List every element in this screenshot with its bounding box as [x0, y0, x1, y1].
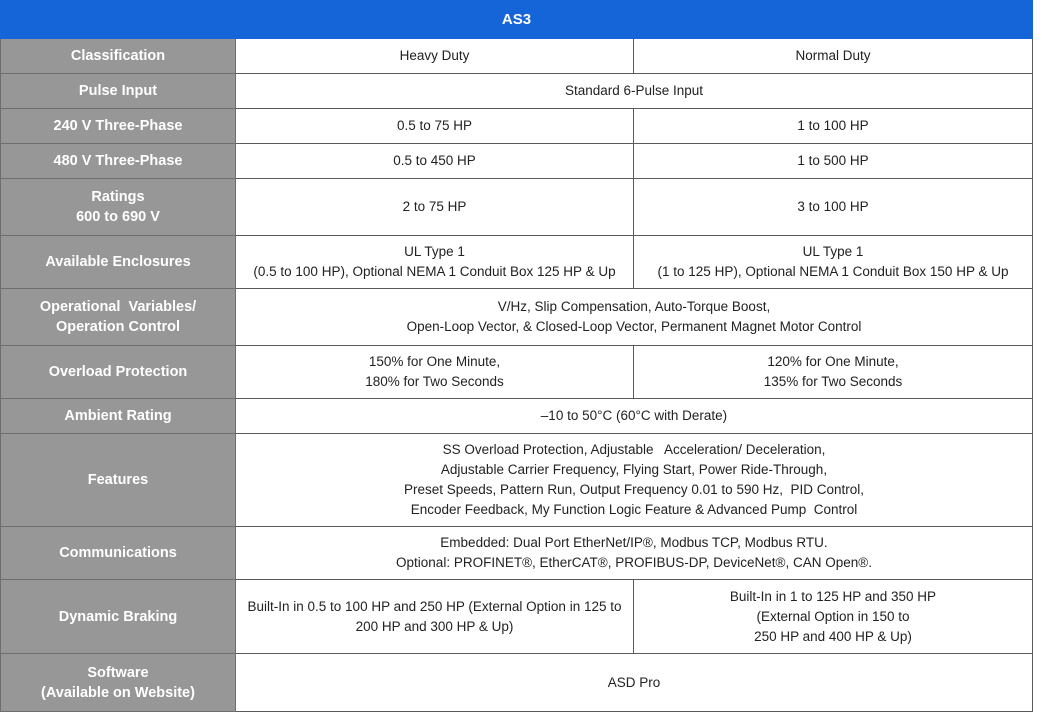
value-cell-spanning: [236, 399, 1033, 434]
row-label: [1, 144, 236, 179]
cell-line: Operational Variables/: [39, 299, 197, 315]
table-row: [1, 527, 1033, 580]
cell-line: SS Overload Protection, Adjustable Acceleration/ Deceleration,: [442, 442, 826, 457]
row-label: [1, 289, 236, 346]
cell-line: ASD Pro: [607, 674, 661, 690]
table-row: [1, 580, 1033, 654]
row-label: [1, 654, 236, 712]
value-cell-spanning: [236, 527, 1033, 580]
cell-line: 1 to 100 HP: [797, 118, 869, 133]
cell-line: Standard 6-Pulse Input: [564, 83, 704, 98]
normal-duty-cell: [634, 346, 1033, 399]
row-label: [1, 74, 236, 109]
table-row: [1, 144, 1033, 179]
cell-line: Built-In in 0.5 to 100 HP and 250 HP (External Option in 125 to: [247, 598, 622, 614]
cell-line: 200 HP and 300 HP & Up): [355, 618, 514, 634]
row-label: [1, 346, 236, 399]
cell-line: Ratings: [91, 189, 145, 205]
cell-line: 240 V Three-Phase: [53, 118, 183, 134]
table-row: [1, 39, 1033, 74]
title-row: [1, 1, 1033, 39]
cell-line: –10 to 50°C (60°C with Derate): [540, 408, 728, 423]
cell-line: 1 to 500 HP: [797, 153, 869, 168]
cell-line: Overload Protection: [48, 364, 188, 380]
cell-line: Embedded: Dual Port EtherNet/IP®, Modbus TCP, Modbus RTU.: [440, 535, 828, 550]
normal-duty-cell: [634, 236, 1033, 289]
cell-line: Operation Control: [55, 319, 181, 335]
cell-line: Encoder Feedback, My Function Logic Feature & Advanced Pump Control: [410, 502, 858, 517]
normal-duty-cell: [634, 179, 1033, 236]
table-row: [1, 109, 1033, 144]
cell-line: 120% for One Minute,: [767, 354, 899, 369]
heavy-duty-cell: [236, 580, 634, 654]
spec-body: [1, 39, 1033, 712]
table-row: [1, 289, 1033, 346]
value-cell-spanning: [236, 434, 1033, 527]
heavy-duty-cell: [236, 39, 634, 74]
value-cell-spanning: [236, 289, 1033, 346]
heavy-duty-cell: [236, 144, 634, 179]
cell-line: Pulse Input: [78, 83, 158, 99]
heavy-duty-cell: [236, 109, 634, 144]
cell-line: 0.5 to 450 HP: [393, 153, 476, 168]
cell-line: Optional: PROFINET®, EtherCAT®, PROFIBUS-DP, DeviceNet®, CAN Open®.: [396, 555, 872, 570]
cell-line: Ambient Rating: [64, 408, 172, 424]
table-row: [1, 236, 1033, 289]
cell-line: (1 to 125 HP), Optional NEMA 1 Conduit Box 150 HP & Up: [657, 264, 1009, 279]
cell-line: 2 to 75 HP: [402, 199, 467, 214]
cell-line: Preset Speeds, Pattern Run, Output Frequency 0.01 to 590 Hz, PID Control,: [404, 482, 864, 497]
cell-line: Normal Duty: [795, 48, 871, 63]
table-row: [1, 346, 1033, 399]
cell-line: 600 to 690 V: [76, 209, 160, 225]
value-cell-spanning: [236, 654, 1033, 712]
cell-line: Available Enclosures: [45, 254, 191, 270]
cell-line: 135% for Two Seconds: [763, 374, 903, 389]
cell-line: Software: [87, 664, 149, 681]
normal-duty-cell: [634, 109, 1033, 144]
cell-line: Open-Loop Vector, & Closed-Loop Vector, Permanent Magnet Motor Control: [406, 319, 862, 334]
heavy-duty-cell: [236, 346, 634, 399]
table-row: [1, 399, 1033, 434]
cell-line: Heavy Duty: [399, 48, 470, 63]
heavy-duty-cell: [236, 179, 634, 236]
cell-line: Classification: [70, 48, 166, 64]
cell-line: 150% for One Minute,: [368, 354, 501, 369]
cell-line: Built-In in 1 to 125 HP and 350 HP: [729, 588, 937, 604]
cell-line: 0.5 to 75 HP: [396, 118, 473, 133]
normal-duty-cell: [634, 580, 1033, 654]
cell-line: (0.5 to 100 HP), Optional NEMA 1 Conduit Box 125 HP & Up: [253, 264, 616, 279]
cell-line: UL Type 1: [404, 244, 465, 259]
cell-line: 3 to 100 HP: [797, 199, 869, 214]
row-label: [1, 580, 236, 654]
cell-line: (Available on Website): [41, 684, 195, 701]
row-label: [1, 236, 236, 289]
table-row: [1, 179, 1033, 236]
cell-line: 250 HP and 400 HP & Up): [754, 628, 912, 644]
heavy-duty-cell: [236, 236, 634, 289]
row-label: [1, 399, 236, 434]
cell-line: Communications: [59, 545, 177, 561]
table-row: [1, 434, 1033, 527]
cell-line: 480 V Three-Phase: [53, 153, 183, 169]
row-label: [1, 109, 236, 144]
row-label: [1, 179, 236, 236]
cell-line: 180% for Two Seconds: [365, 374, 504, 389]
normal-duty-cell: [634, 144, 1033, 179]
cell-line: Features: [87, 472, 149, 488]
cell-line: Dynamic Braking: [58, 608, 178, 625]
row-label: [1, 39, 236, 74]
normal-duty-cell: [634, 39, 1033, 74]
table-row: [1, 74, 1033, 109]
cell-line: UL Type 1: [802, 244, 864, 259]
row-label: [1, 527, 236, 580]
table-title: AS3: [1, 1, 1033, 39]
cell-line: (External Option in 150 to: [756, 608, 910, 624]
value-cell-spanning: [236, 74, 1033, 109]
row-label: [1, 434, 236, 527]
table-row: [1, 654, 1033, 712]
cell-line: V/Hz, Slip Compensation, Auto-Torque Boost,: [497, 299, 771, 314]
cell-line: Adjustable Carrier Frequency, Flying Start, Power Ride-Through,: [440, 462, 828, 477]
